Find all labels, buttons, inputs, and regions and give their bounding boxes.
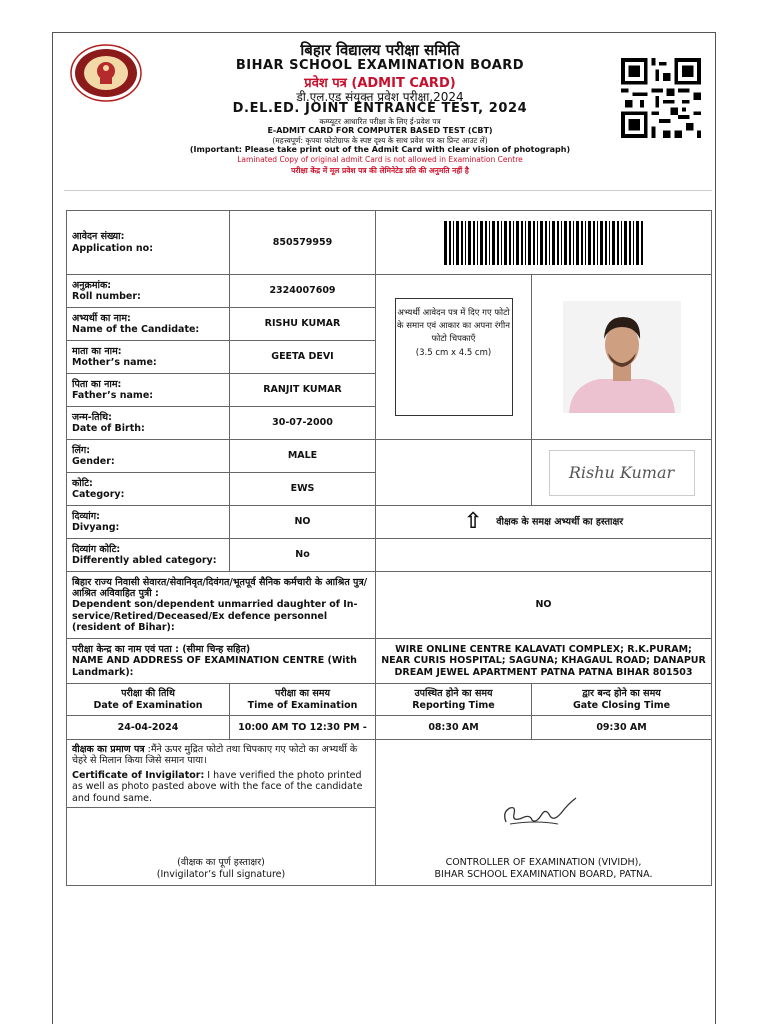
barcode-bar	[537, 221, 538, 265]
exam-name: D.EL.ED. JOINT ENTRANCE TEST, 2024	[232, 101, 528, 116]
exam-time-header: परीक्षा का समय Time of Examination	[230, 684, 376, 716]
barcode-bar	[564, 221, 567, 265]
divyang: NO	[230, 506, 376, 539]
barcode-bar	[621, 221, 622, 265]
barcode-bar	[521, 221, 523, 265]
reporting-time-header: उपस्थित होने का समय Reporting Time	[376, 684, 532, 716]
qr-code	[619, 58, 703, 138]
exam-time: 10:00 AM TO 12:30 PM -	[230, 716, 376, 740]
exam-name-hindi: डी.एल.एड संयुक्त प्रवेश परीक्षा,2024	[296, 90, 464, 104]
application-number: 850579959	[230, 211, 376, 275]
barcode-bar	[497, 221, 499, 265]
barcode-bar	[569, 221, 571, 265]
candidate-name-label: अभ्यर्थी का नाम: Name of the Candidate:	[67, 308, 230, 341]
important-note-hindi: (महत्त्वपूर्ण: कृपया फोटोग्राफ के स्पष्ट दृश्य के साथ प्रवेश पत्र का प्रिन्ट आउट लें)	[272, 136, 488, 145]
barcode-bar	[605, 221, 607, 265]
barcode-bar	[561, 221, 562, 265]
controller-board: BIHAR SCHOOL EXAMINATION BOARD, PATNA.	[434, 868, 653, 880]
important-note: (Important: Please take print out of the Admit Card with clear vision of photograph)	[189, 145, 571, 154]
photo-instruction-box	[395, 298, 513, 416]
cbt-note-hindi: कम्प्यूटर आधारित परीक्षा के लिए ई-प्रवेश पत्र	[319, 117, 441, 126]
barcode-cell	[376, 211, 712, 275]
barcode-bar	[444, 221, 447, 265]
photo-instruction-cell	[376, 275, 532, 440]
category-label: कोटि: Category:	[67, 473, 230, 506]
signature-caption-cell	[376, 506, 712, 539]
exam-date-header: परीक्षा की तिथि Date of Examination	[67, 684, 230, 716]
signature-text: Rishu Kumar	[568, 462, 675, 482]
invigilator-certificate: वीक्षक का प्रमाण पत्र :मैंने ऊपर मुद्रित फोटो तथा चिपकाए गए फोटो का अभ्यर्थी के चेहरे से मिलान किया जिसे समान पाया। Certificate of Invigilator: I have verified the photo printed as well as photo pasted above with the face of the candidate and found same.	[67, 740, 376, 808]
barcode-bar	[641, 221, 643, 265]
admit-card-title: प्रवेश पत्र (ADMIT CARD)	[304, 76, 456, 91]
roll-number: 2324007609	[230, 275, 376, 308]
barcode-bar	[624, 221, 627, 265]
barcode-bar	[513, 221, 514, 265]
roll-label: अनुक्रमांक: Roll number:	[67, 275, 230, 308]
barcode-bar	[557, 221, 559, 265]
barcode-bar	[492, 221, 495, 265]
signature-caption: वीक्षक के समक्ष अभ्यर्थी का हस्ताक्षर	[496, 516, 624, 528]
photo-size: (3.5 cm x 4.5 cm)	[415, 347, 492, 358]
barcode-bar	[545, 221, 547, 265]
barcode-bar	[453, 221, 454, 265]
controller-title: CONTROLLER OF EXAMINATION (VIVIDH),	[445, 857, 642, 869]
bseb-logo	[70, 44, 142, 102]
gender-label: लिंग: Gender:	[67, 440, 230, 473]
barcode-bar	[585, 221, 586, 265]
barcode-bar	[485, 221, 487, 265]
category: EWS	[230, 473, 376, 506]
controller-signature	[496, 784, 586, 834]
barcode-bar	[629, 221, 631, 265]
invigilator-signature-hindi: (वीक्षक का पूर्ण हस्ताक्षर)	[177, 857, 265, 869]
gate-closing-time: 09:30 AM	[532, 716, 712, 740]
photo-instruction: अभ्यर्थी आवेदन पत्र में दिए गए फोटो के समान एवं आकार का अपना रंगीन फोटो चिपकाएँ	[397, 308, 510, 345]
gate-closing-header: द्वार बन्द होने का समय Gate Closing Time	[532, 684, 712, 716]
barcode-bar	[528, 221, 531, 265]
barcode-bar	[516, 221, 519, 265]
dependent-value: NO	[376, 572, 712, 639]
barcode-bar	[576, 221, 579, 265]
barcode-bar	[489, 221, 490, 265]
laminated-note-hindi: परीक्षा केंद्र में मूल प्रवेश पत्र की लेमिनेटेड प्रति की अनुमति नहीं है	[291, 166, 469, 175]
barcode-bar	[525, 221, 526, 265]
barcode-bar	[465, 221, 466, 265]
barcode-bar	[581, 221, 583, 265]
controller-cell	[376, 740, 712, 886]
exam-date: 24-04-2024	[67, 716, 230, 740]
dependent-label: बिहार राज्य निवासी सेवारत/सेवानिवृत/दिवंगत/भूतपूर्व सैनिक कर्मचारी के आश्रित पुत्र/आश्रित अविवाहित पुत्री : Dependent son/dependent unmarried daughter of In-service/Retired/Deceased/Ex defence personnel (resident of Bihar):	[67, 572, 376, 639]
application-label: आवेदन संख्या: Application no:	[67, 211, 230, 275]
barcode-bar	[456, 221, 459, 265]
reporting-time: 08:30 AM	[376, 716, 532, 740]
barcode-bar	[480, 221, 483, 265]
barcode-bar	[473, 221, 475, 265]
invigilator-signature-label: (Invigilator’s full signature)	[156, 868, 286, 880]
barcode-bar	[588, 221, 591, 265]
barcode-bar	[552, 221, 555, 265]
candidate-photo	[563, 301, 681, 413]
exam-centre-label: परीक्षा केन्द्र का नाम एवं पता : (सीमा चिन्ह सहित) NAME AND ADDRESS OF EXAMINATION CENTRE (With Landmark):	[67, 639, 376, 684]
admit-card-table	[66, 210, 712, 886]
dob-label: जन्म-तिथि: Date of Birth:	[67, 407, 230, 440]
barcode-bar	[533, 221, 535, 265]
barcode-bar	[593, 221, 595, 265]
laminated-note: Laminated Copy of original admit Card is not allowed in Examination Centre	[237, 155, 523, 164]
barcode-bar	[612, 221, 615, 265]
barcode-bar	[540, 221, 543, 265]
candidate-signature	[549, 450, 695, 496]
barcode-bar	[609, 221, 610, 265]
header-divider	[64, 190, 712, 191]
barcode-bar	[617, 221, 619, 265]
photo-cell	[532, 275, 712, 440]
board-title: BIHAR SCHOOL EXAMINATION BOARD	[235, 58, 525, 73]
barcode-bar	[600, 221, 603, 265]
divyang-label: दिव्यांग: Divyang:	[67, 506, 230, 539]
date-of-birth: 30-07-2000	[230, 407, 376, 440]
barcode-bar	[504, 221, 507, 265]
father-name-label: पिता का नाम: Father’s name:	[67, 374, 230, 407]
mother-name-label: माता का नाम: Mother’s name:	[67, 341, 230, 374]
diff-abled-category: No	[230, 539, 376, 572]
barcode-bar	[636, 221, 639, 265]
invigilator-signature-cell	[67, 808, 376, 886]
board-title-hindi: बिहार विद्यालय परीक्षा समिति	[300, 41, 460, 59]
barcode-bar	[501, 221, 502, 265]
barcode-bar	[633, 221, 634, 265]
up-arrow-icon: ⇧	[463, 508, 483, 534]
cbt-note: E-ADMIT CARD FOR COMPUTER BASED TEST (CBT)	[267, 126, 493, 135]
barcode-bar	[549, 221, 550, 265]
barcode-bar	[597, 221, 598, 265]
gender: MALE	[230, 440, 376, 473]
father-name: RANJIT KUMAR	[230, 374, 376, 407]
barcode-bar	[468, 221, 471, 265]
exam-centre-address: WIRE ONLINE CENTRE KALAVATI COMPLEX; R.K.PURAM; NEAR CURIS HOSPITAL; SAGUNA; KHAGAUL ROAD; DANAPUR DREAM JEWEL APARTMENT PATNA PATNA BIHAR 801503	[376, 639, 712, 684]
barcode-bar	[509, 221, 511, 265]
mother-name: GEETA DEVI	[230, 341, 376, 374]
blank-cell	[376, 440, 532, 506]
empty-cell	[376, 539, 712, 572]
barcode	[444, 221, 644, 265]
candidate-name: RISHU KUMAR	[230, 308, 376, 341]
barcode-bar	[449, 221, 451, 265]
diff-abled-label: दिव्यांग कोटि: Differently abled category:	[67, 539, 230, 572]
barcode-bar	[477, 221, 478, 265]
barcode-bar	[573, 221, 574, 265]
signature-cell	[532, 440, 712, 506]
barcode-bar	[461, 221, 463, 265]
